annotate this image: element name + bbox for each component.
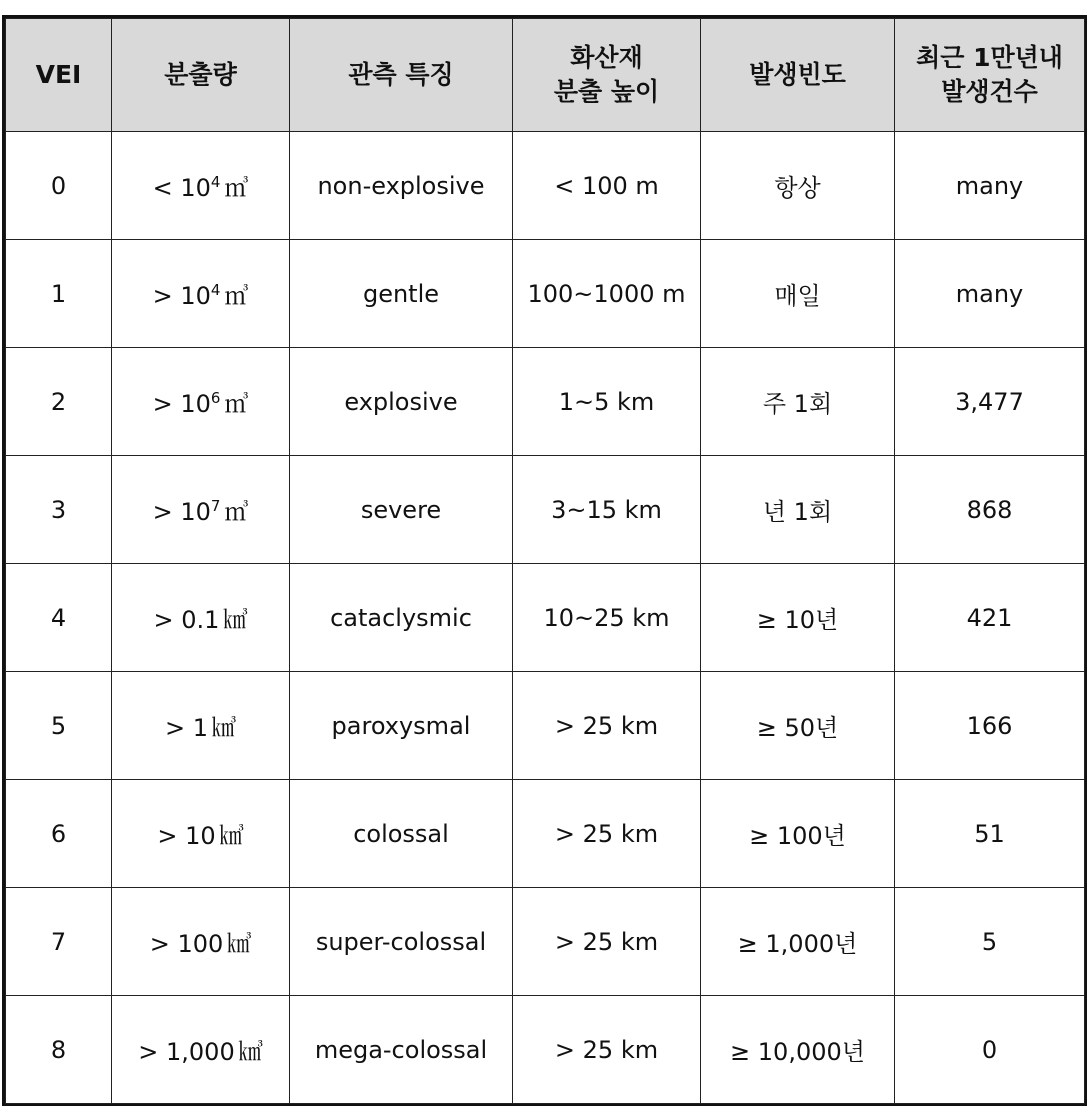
cell-volume xyxy=(112,780,290,888)
cell-ash-height: 100~1000 m xyxy=(513,240,701,348)
cell-ash-height: 10~25 km xyxy=(513,564,701,672)
volume-value: > 1,000 xyxy=(138,1038,235,1066)
volume-value: > 100 xyxy=(149,930,224,958)
cell-vei: 1 xyxy=(6,240,112,348)
cell-volume xyxy=(112,564,290,672)
cell-frequency: 항상 xyxy=(701,132,895,240)
cell-volume xyxy=(112,888,290,996)
cell-vei: 3 xyxy=(6,456,112,564)
volume-value: > 10 xyxy=(152,498,211,526)
volume-value: > 10 xyxy=(157,822,216,850)
volume-exponent: 4 xyxy=(210,281,221,299)
table-row xyxy=(6,888,1085,996)
cell-vei: 6 xyxy=(6,780,112,888)
volume-unit: ㎥ xyxy=(224,390,249,418)
cell-vei: 7 xyxy=(6,888,112,996)
header-vei: VEI xyxy=(6,19,112,132)
cell-volume xyxy=(112,456,290,564)
volume-unit: ㎦ xyxy=(212,714,236,742)
header-row xyxy=(6,19,1085,132)
cell-ash-height: > 25 km xyxy=(513,672,701,780)
cell-feature: colossal xyxy=(290,780,513,888)
cell-frequency: 주 1회 xyxy=(701,348,895,456)
cell-volume xyxy=(112,348,290,456)
table-row xyxy=(6,456,1085,564)
cell-vei: 8 xyxy=(6,996,112,1104)
header-recent-count: 최근 1만년내 발생건수 xyxy=(895,19,1085,132)
volume-unit: ㎥ xyxy=(224,498,249,526)
cell-volume xyxy=(112,132,290,240)
cell-ash-height: > 25 km xyxy=(513,996,701,1104)
table-row xyxy=(6,348,1085,456)
cell-frequency: ≥ 1,000년 xyxy=(701,888,895,996)
cell-ash-height: < 100 m xyxy=(513,132,701,240)
volume-unit: ㎦ xyxy=(219,822,244,850)
table-body xyxy=(6,132,1085,1104)
cell-frequency: ≥ 10,000년 xyxy=(701,996,895,1104)
cell-volume xyxy=(112,240,290,348)
volume-unit: ㎦ xyxy=(223,606,248,634)
volume-unit: ㎥ xyxy=(224,174,249,202)
vei-table xyxy=(5,18,1085,1104)
volume-value: > 10 xyxy=(152,282,211,310)
cell-feature: severe xyxy=(290,456,513,564)
cell-recent-count: 421 xyxy=(895,564,1085,672)
cell-feature: gentle xyxy=(290,240,513,348)
cell-recent-count: 3,477 xyxy=(895,348,1085,456)
cell-feature: explosive xyxy=(290,348,513,456)
cell-recent-count: many xyxy=(895,240,1085,348)
cell-volume xyxy=(112,996,290,1104)
table-row xyxy=(6,240,1085,348)
volume-value: < 10 xyxy=(152,174,211,202)
cell-vei: 0 xyxy=(6,132,112,240)
header-frequency: 발생빈도 xyxy=(701,19,895,132)
volume-value: > 10 xyxy=(152,390,211,418)
volume-unit: ㎦ xyxy=(238,1038,263,1066)
cell-frequency: 매일 xyxy=(701,240,895,348)
header-volume: 분출량 xyxy=(112,19,290,132)
volume-value: > 0.1 xyxy=(153,606,220,634)
cell-ash-height: 3~15 km xyxy=(513,456,701,564)
volume-value: > 1 xyxy=(164,714,208,742)
cell-ash-height: 1~5 km xyxy=(513,348,701,456)
cell-recent-count: 0 xyxy=(895,996,1085,1104)
header-feature: 관측 특징 xyxy=(290,19,513,132)
cell-recent-count: 51 xyxy=(895,780,1085,888)
volume-unit: ㎥ xyxy=(224,282,249,310)
vei-table-container xyxy=(2,15,1087,1106)
cell-frequency: 년 1회 xyxy=(701,456,895,564)
volume-exponent: 6 xyxy=(210,389,221,407)
cell-feature: paroxysmal xyxy=(290,672,513,780)
table-row xyxy=(6,672,1085,780)
table-row xyxy=(6,132,1085,240)
cell-recent-count: many xyxy=(895,132,1085,240)
cell-frequency: ≥ 10년 xyxy=(701,564,895,672)
volume-exponent: 7 xyxy=(210,497,221,515)
cell-recent-count: 166 xyxy=(895,672,1085,780)
header-ash-height: 화산재 분출 높이 xyxy=(513,19,701,132)
cell-feature: non-explosive xyxy=(290,132,513,240)
cell-feature: super-colossal xyxy=(290,888,513,996)
cell-volume xyxy=(112,672,290,780)
cell-vei: 2 xyxy=(6,348,112,456)
cell-frequency: ≥ 100년 xyxy=(701,780,895,888)
table-row xyxy=(6,780,1085,888)
table-row xyxy=(6,564,1085,672)
cell-feature: cataclysmic xyxy=(290,564,513,672)
cell-recent-count: 868 xyxy=(895,456,1085,564)
volume-unit: ㎦ xyxy=(227,930,252,958)
cell-frequency: ≥ 50년 xyxy=(701,672,895,780)
volume-exponent: 4 xyxy=(210,173,221,191)
cell-ash-height: > 25 km xyxy=(513,888,701,996)
cell-feature: mega-colossal xyxy=(290,996,513,1104)
cell-vei: 5 xyxy=(6,672,112,780)
cell-vei: 4 xyxy=(6,564,112,672)
table-row xyxy=(6,996,1085,1104)
cell-ash-height: > 25 km xyxy=(513,780,701,888)
cell-recent-count: 5 xyxy=(895,888,1085,996)
